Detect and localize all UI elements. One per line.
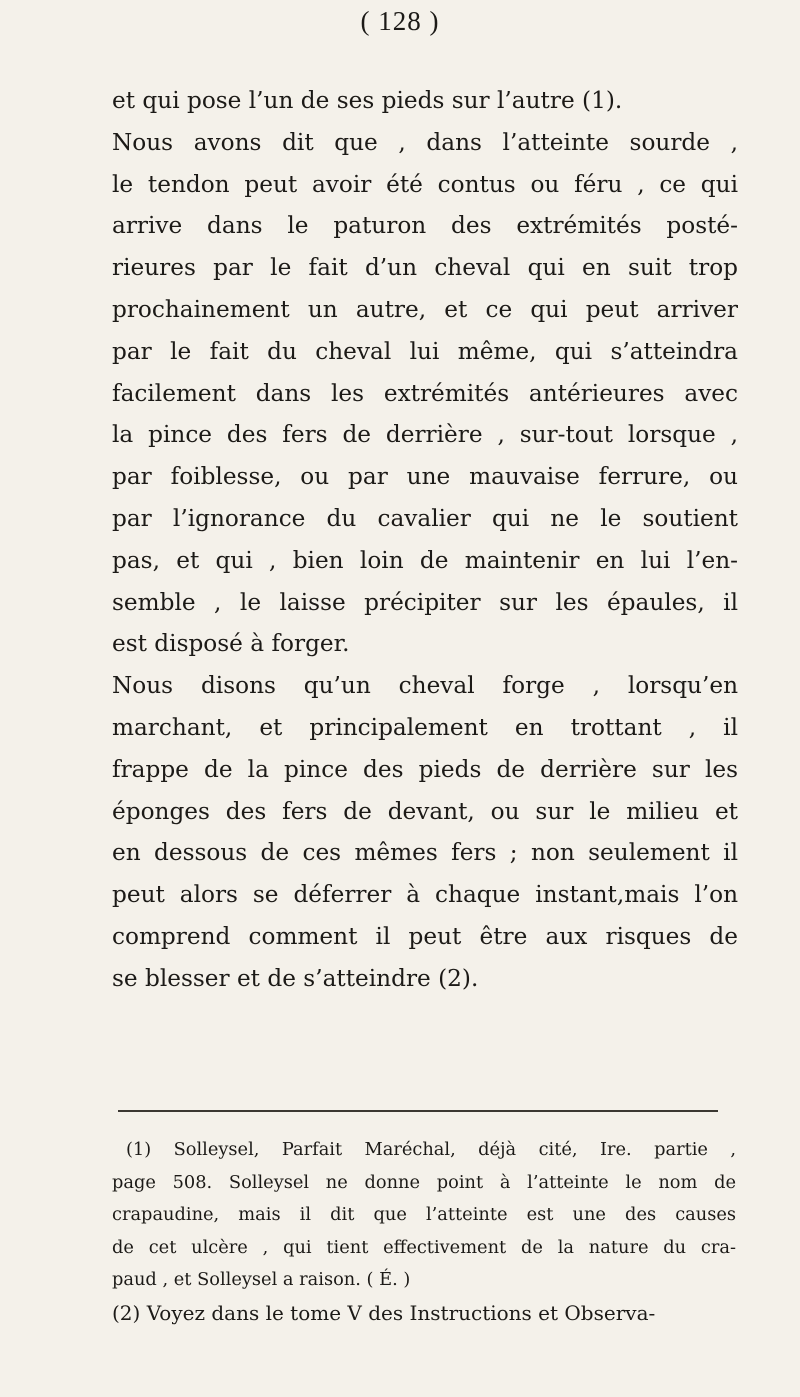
paragraph-2	[112, 122, 738, 665]
text-line: et qui pose l’un de ses pieds sur l’autre (1).	[112, 87, 623, 114]
text-line: peut alors se déferrer à chaque instant,mais l’on	[112, 881, 738, 909]
text-line: pas, et qui , bien loin de maintenir en lui l’en-	[112, 546, 738, 574]
text-line: la pince des fers de derrière , sur-tout lorsque ,	[112, 421, 738, 449]
text-line: Nous avons dit que , dans l’atteinte sourde ,	[112, 128, 738, 156]
footnote-line: paud , et Solleysel a raison. ( É. )	[112, 1269, 411, 1290]
footnote-1	[112, 1134, 736, 1297]
page-number: ( 128 )	[360, 6, 440, 36]
footnote-line: (1) Solleysel, Parfait Maréchal, déjà cité, Ire. partie ,	[126, 1139, 736, 1160]
text-line: se blesser et de s’atteindre (2).	[112, 964, 479, 992]
footnote-line: page 508. Solleysel ne donne point à l’atteinte le nom de	[112, 1171, 736, 1193]
text-line: rieures par le fait d’un cheval qui en suit trop	[112, 254, 738, 282]
footnote-2	[112, 1297, 736, 1330]
footnote-line: de cet ulcère , qui tient effectivement de la nature du cra-	[112, 1236, 736, 1258]
text-line: en dessous de ces mêmes fers ; non seulement il	[112, 839, 738, 867]
text-line: prochainement un autre, et ce qui peut arriver	[112, 295, 738, 323]
footnote-line: (2) Voyez dans le tome V des Instructions et Observa-	[112, 1300, 656, 1325]
text-line: frappe de la pince des pieds de derrière sur les	[112, 755, 738, 783]
footnote-separator	[118, 1110, 718, 1112]
text-line: éponges des fers de devant, ou sur le milieu et	[112, 797, 738, 825]
text-line: par le fait du cheval lui même, qui s’atteindra	[112, 337, 738, 365]
text-line: le tendon peut avoir été contus ou féru , ce qui	[112, 170, 738, 198]
paragraph-1	[112, 80, 738, 122]
text-line: comprend comment il peut être aux risques de	[112, 922, 738, 950]
text-line: marchant, et principalement en trottant , il	[112, 713, 738, 741]
text-line: facilement dans les extrémités antérieures avec	[112, 379, 738, 407]
main-text	[112, 80, 738, 1000]
text-line: semble , le laisse précipiter sur les épaules, il	[112, 588, 738, 616]
footnote-line: crapaudine, mais il dit que l’atteinte est une des causes	[112, 1204, 736, 1225]
footnotes	[112, 1134, 736, 1329]
paragraph-3	[112, 665, 738, 999]
text-line: par foiblesse, ou par une mauvaise ferrure, ou	[112, 463, 738, 491]
text-line: est disposé à forger.	[112, 630, 350, 658]
text-line: Nous disons qu’un cheval forge , lorsqu’en	[112, 672, 738, 700]
text-line: par l’ignorance du cavalier qui ne le soutient	[112, 504, 738, 532]
text-line: arrive dans le paturon des extrémités posté-	[112, 212, 738, 240]
